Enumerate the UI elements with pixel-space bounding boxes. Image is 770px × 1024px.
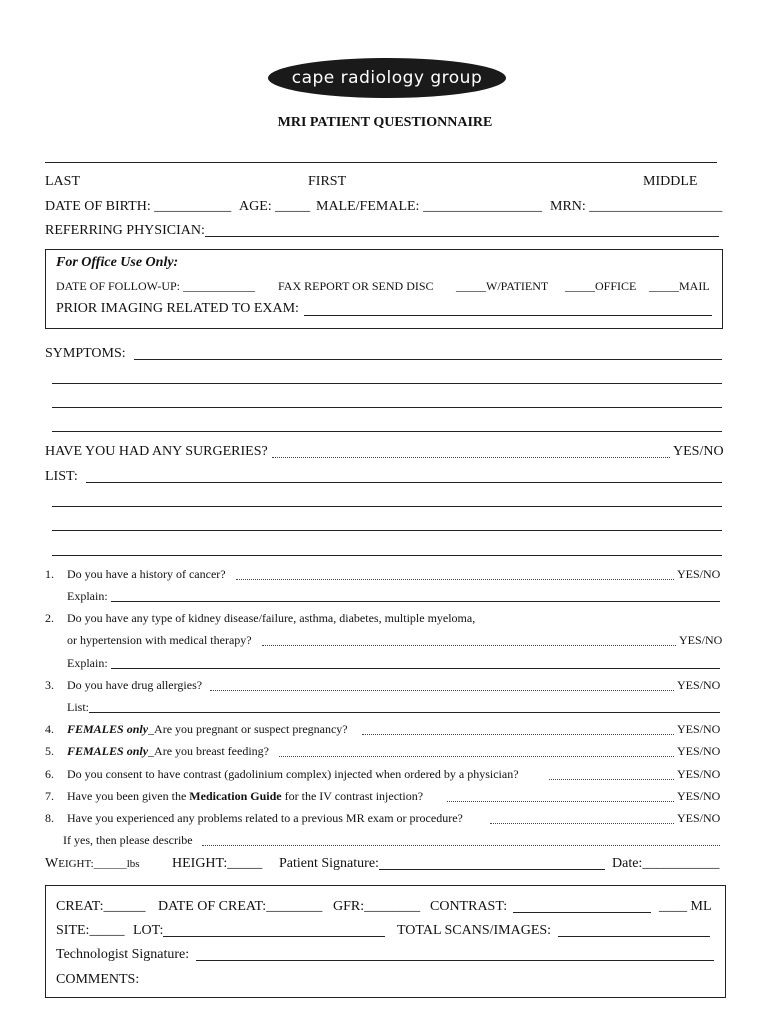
ml-field[interactable]: ____ ML xyxy=(659,899,712,914)
last-label: LAST xyxy=(45,174,80,189)
prior-imaging-line[interactable] xyxy=(304,315,712,316)
q2-explain-label: Explain: xyxy=(67,656,108,670)
patient-signature-line[interactable] xyxy=(379,869,605,870)
q5-emphasis: FEMALES only xyxy=(67,744,149,758)
q4-number: 4. xyxy=(45,722,54,736)
q4-leader xyxy=(362,734,674,735)
q7-question-start: Have you been given the xyxy=(67,789,190,803)
q7-number: 7. xyxy=(45,789,54,803)
q2-leader xyxy=(262,645,676,646)
q8-describe-label: If yes, then please describe xyxy=(63,833,193,847)
surgeries-yes-no[interactable]: YES/NO xyxy=(673,444,724,459)
technologist-signature-label: Technologist Signature: xyxy=(56,947,190,962)
height-field[interactable]: HEIGHT:_____ xyxy=(172,856,263,871)
q7-medication-guide: Medication Guide xyxy=(189,789,282,803)
followup-field[interactable]: DATE OF FOLLOW-UP: ____________ xyxy=(56,279,256,293)
surgeries-line-1[interactable] xyxy=(86,482,722,483)
technologist-signature-line[interactable] xyxy=(196,960,714,961)
date-of-creat-field[interactable]: DATE OF CREAT:________ xyxy=(158,899,323,914)
symptoms-line-3[interactable] xyxy=(52,407,722,408)
page-title: MRI PATIENT QUESTIONNAIRE xyxy=(277,115,493,130)
comments-label: COMMENTS: xyxy=(56,972,140,987)
symptoms-line-4[interactable] xyxy=(52,431,722,432)
total-scans-label: TOTAL SCANS/IMAGES: xyxy=(397,923,552,938)
office-option[interactable]: _____OFFICE xyxy=(565,279,637,293)
q4-text xyxy=(67,722,348,737)
q1-text: Do you have a history of cancer? xyxy=(67,567,226,581)
cape-radiology-logo: cape radiology group xyxy=(268,58,506,98)
first-label: FIRST xyxy=(308,174,347,189)
symptoms-line-2[interactable] xyxy=(52,383,722,384)
surgeries-line-3[interactable] xyxy=(52,530,722,531)
contrast-line[interactable] xyxy=(513,912,651,913)
q1-explain-line[interactable] xyxy=(111,601,720,602)
dob-field[interactable]: DATE OF BIRTH: ___________ xyxy=(45,199,232,214)
referring-label: REFERRING PHYSICIAN: xyxy=(45,223,205,238)
contrast-label: CONTRAST: xyxy=(430,899,508,914)
q6-leader xyxy=(549,779,674,780)
q6-text: Do you consent to have contrast (gadolinium complex) injected when ordered by a physician? xyxy=(67,767,519,781)
date-field[interactable]: Date:___________ xyxy=(612,856,720,871)
q3-number: 3. xyxy=(45,678,54,692)
site-field[interactable]: SITE:_____ xyxy=(56,923,125,938)
total-scans-line[interactable] xyxy=(558,936,710,937)
surgeries-question: HAVE YOU HAD ANY SURGERIES? xyxy=(45,444,268,459)
gfr-field[interactable]: GFR:________ xyxy=(333,899,421,914)
q8-leader xyxy=(490,823,674,824)
q8-yes-no[interactable]: YES/NO xyxy=(677,811,721,825)
q2-number: 2. xyxy=(45,611,54,625)
q5-text xyxy=(67,744,269,759)
q8-describe-line[interactable] xyxy=(202,845,720,846)
mail-option[interactable]: _____MAIL xyxy=(649,279,710,293)
prior-imaging-label: PRIOR IMAGING RELATED TO EXAM: xyxy=(56,301,299,316)
weight-field[interactable] xyxy=(45,856,140,872)
surgeries-line-2[interactable] xyxy=(52,506,722,507)
q4-emphasis: FEMALES only xyxy=(67,722,149,736)
q6-yes-no[interactable]: YES/NO xyxy=(677,767,721,781)
q1-yes-no[interactable]: YES/NO xyxy=(677,567,721,581)
q2-yes-no[interactable]: YES/NO xyxy=(679,633,723,647)
q2-text-2: or hypertension with medical therapy? xyxy=(67,633,252,647)
weight-rest: EIGHT:______lbs xyxy=(58,858,140,870)
surgeries-leader xyxy=(272,457,670,458)
q4-yes-no[interactable]: YES/NO xyxy=(677,722,721,736)
q3-text: Do you have drug allergies? xyxy=(67,678,203,692)
q5-leader xyxy=(279,756,674,757)
q3-yes-no[interactable]: YES/NO xyxy=(677,678,721,692)
technologist-box xyxy=(45,885,726,998)
symptoms-line-1[interactable] xyxy=(134,359,722,360)
patient-signature-label: Patient Signature: xyxy=(279,856,379,871)
lot-label: LOT: xyxy=(133,923,164,938)
lot-line[interactable] xyxy=(163,936,385,937)
q5-yes-no[interactable]: YES/NO xyxy=(677,744,721,758)
creat-field[interactable]: CREAT:______ xyxy=(56,899,146,914)
surgeries-list-label: LIST: xyxy=(45,469,78,484)
q3-list-line[interactable] xyxy=(89,712,720,713)
q2-explain-line[interactable] xyxy=(111,668,720,669)
q1-leader xyxy=(236,579,674,580)
q5-question: _Are you breast feeding? xyxy=(148,744,269,758)
sex-field[interactable]: MALE/FEMALE: _________________ xyxy=(316,199,542,214)
q8-text: Have you experienced any problems related to a previous MR exam or procedure? xyxy=(67,811,463,825)
q1-number: 1. xyxy=(45,567,54,581)
q7-question-end: for the IV contrast injection? xyxy=(281,789,424,803)
w-patient-option[interactable]: _____W/PATIENT xyxy=(456,279,549,293)
q3-list-label: List: xyxy=(67,700,90,714)
q7-yes-no[interactable]: YES/NO xyxy=(677,789,721,803)
name-line[interactable] xyxy=(45,162,717,163)
surgeries-line-4[interactable] xyxy=(52,555,722,556)
office-use-box xyxy=(45,249,723,329)
q2-text-1: Do you have any type of kidney disease/failure, asthma, diabetes, multiple myeloma, xyxy=(67,611,476,625)
mrn-field[interactable]: MRN: ___________________ xyxy=(550,199,723,214)
q8-number: 8. xyxy=(45,811,54,825)
q7-text xyxy=(67,789,423,804)
middle-label: MIDDLE xyxy=(643,174,698,189)
q6-number: 6. xyxy=(45,767,54,781)
age-field[interactable]: AGE: _____ xyxy=(239,199,311,214)
symptoms-label: SYMPTOMS: xyxy=(45,346,126,361)
office-use-heading: For Office Use Only: xyxy=(56,255,179,270)
fax-report-label: FAX REPORT OR SEND DISC xyxy=(278,279,434,293)
weight-initial: W xyxy=(45,856,59,871)
q3-leader xyxy=(210,690,674,691)
q7-leader xyxy=(447,801,674,802)
q4-question: _Are you pregnant or suspect pregnancy? xyxy=(148,722,348,736)
q1-explain-label: Explain: xyxy=(67,589,108,603)
referring-line[interactable] xyxy=(205,236,719,237)
q5-number: 5. xyxy=(45,744,54,758)
